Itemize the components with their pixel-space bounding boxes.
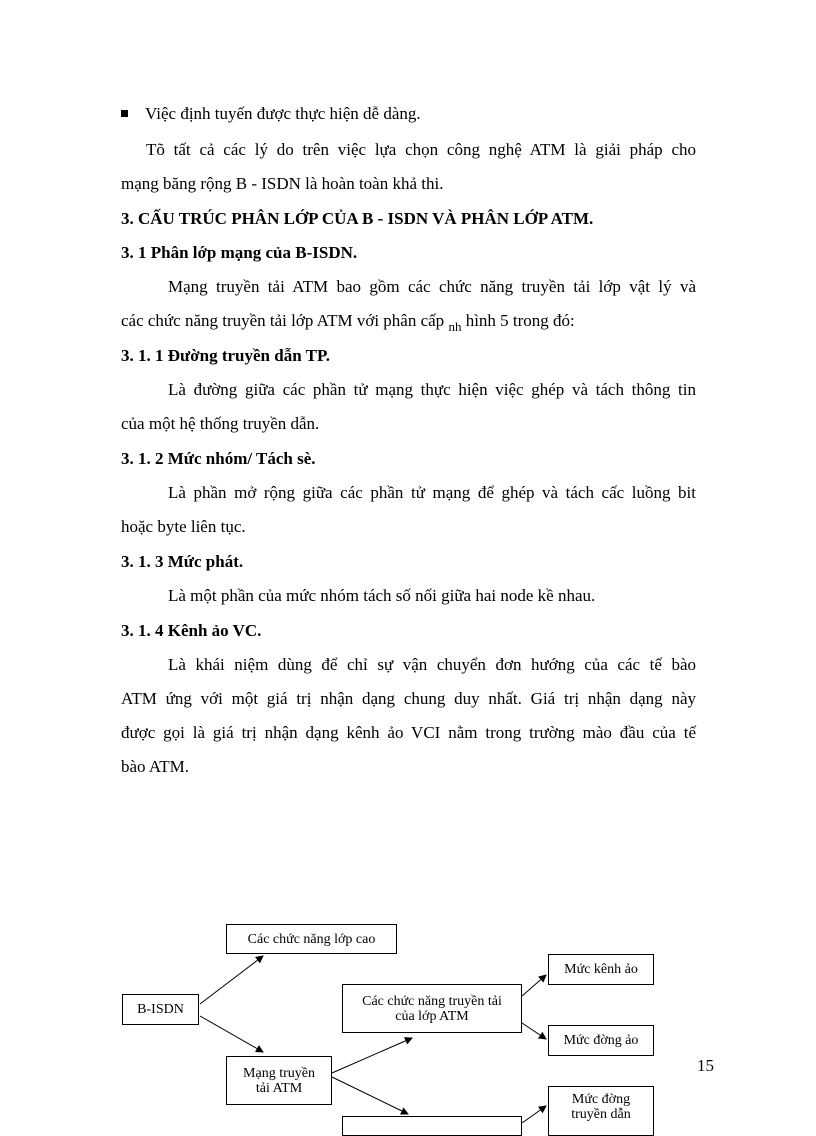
paragraph-line: hoặc byte liên tục.: [121, 517, 246, 536]
box-high-layer-functions: [226, 924, 397, 954]
subsection-heading: 3. 1. 3 Mức phát.: [121, 552, 244, 571]
paragraph-text: hình 5 trong đó:: [465, 311, 575, 330]
paragraph-line: Là khái niệm dùng để chỉ sự vận chuyển đơn hướng của các tế bào: [168, 655, 696, 674]
bullet-item: Việc định tuyến được thực hiện dễ dàng.: [145, 104, 421, 123]
box-virtual-channel-level: [548, 954, 654, 985]
box-label: B-ISDN: [137, 1002, 184, 1017]
arrow-transport-to-atm-layer: [332, 1038, 412, 1073]
paragraph-line: Là đường giữa các phần tử mạng thực hiện việc ghép và tách thông tin: [168, 380, 696, 399]
box-physical-layer-functions: [342, 1116, 522, 1136]
arrow-bisdn-to-transport: [200, 1016, 263, 1052]
box-virtual-path-level: [548, 1025, 654, 1056]
box-label: Mức đờng ảo: [563, 1033, 639, 1048]
box-bisdn: [122, 994, 199, 1025]
arrow-transport-to-physical: [332, 1077, 408, 1114]
paragraph-text: các chức năng truyền tải lớp ATM với phân cấp: [121, 311, 445, 330]
paragraph-line: Mạng truyền tải ATM bao gồm các chức năng truyền tải lớp vật lý và: [168, 277, 696, 296]
paragraph-line: bào ATM.: [121, 757, 189, 776]
box-label: Mạng truyền: [243, 1065, 315, 1081]
page-number: 15: [697, 1056, 714, 1075]
paragraph-line: ATM ứng với một giá trị nhận dạng chung duy nhất. Giá trị nhận dạng này: [121, 689, 696, 708]
paragraph-line: của một hệ thống truyền dẫn.: [121, 414, 320, 433]
arrow-to-tp: [522, 1106, 546, 1123]
box-transmission-path-level: [548, 1086, 654, 1136]
arrow-atm-to-vc: [522, 975, 546, 996]
box-label: tải ATM: [255, 1080, 303, 1096]
box-atm-layer-functions: [342, 984, 522, 1033]
paragraph-line: mạng băng rộng B - ISDN là hoàn toàn khả thi.: [121, 174, 444, 193]
subsection-heading: 3. 1. 1 Đường truyền dẫn TP.: [121, 346, 331, 365]
paragraph-line: Tõ tất cả các lý do trên việc lựa chọn công nghệ ATM là giải pháp cho: [146, 140, 696, 159]
box-label: Các chức năng lớp cao: [247, 931, 376, 947]
arrow-atm-to-vp: [522, 1023, 546, 1039]
subsection-heading: 3. 1. 4 Kênh ảo VC.: [121, 621, 262, 640]
paragraph-line: Là một phần của mức nhóm tách số nối giữa hai node kề nhau.: [168, 586, 596, 605]
section-heading: 3. CẤU TRÚC PHÂN LỚP CỦA B - ISDN VÀ PHÂN LỚP ATM.: [121, 209, 594, 228]
arrow-bisdn-to-high-layer: [200, 956, 263, 1004]
box-atm-transport-network: [226, 1056, 332, 1105]
paragraph-line: được gọi là giá trị nhận dạng kênh ảo VCI nằm trong trường mào đầu của tế: [121, 723, 696, 742]
box-label: Các chức năng truyền tải: [362, 993, 502, 1009]
box-label: của lớp ATM: [395, 1008, 469, 1024]
subscript-text: nh: [448, 319, 462, 334]
box-label: Mức kênh ảo: [564, 962, 638, 977]
subsection-heading: 3. 1 Phân lớp mạng của B-ISDN.: [121, 243, 358, 262]
box-label: truyền dẫn: [571, 1107, 631, 1122]
box-label: Mức đờng: [571, 1092, 631, 1107]
paragraph-line: Là phần mở rộng giữa các phần tử mạng để ghép và tách cấc luồng bit: [168, 483, 696, 502]
subsection-heading: 3. 1. 2 Mức nhóm/ Tách sè.: [121, 449, 316, 468]
